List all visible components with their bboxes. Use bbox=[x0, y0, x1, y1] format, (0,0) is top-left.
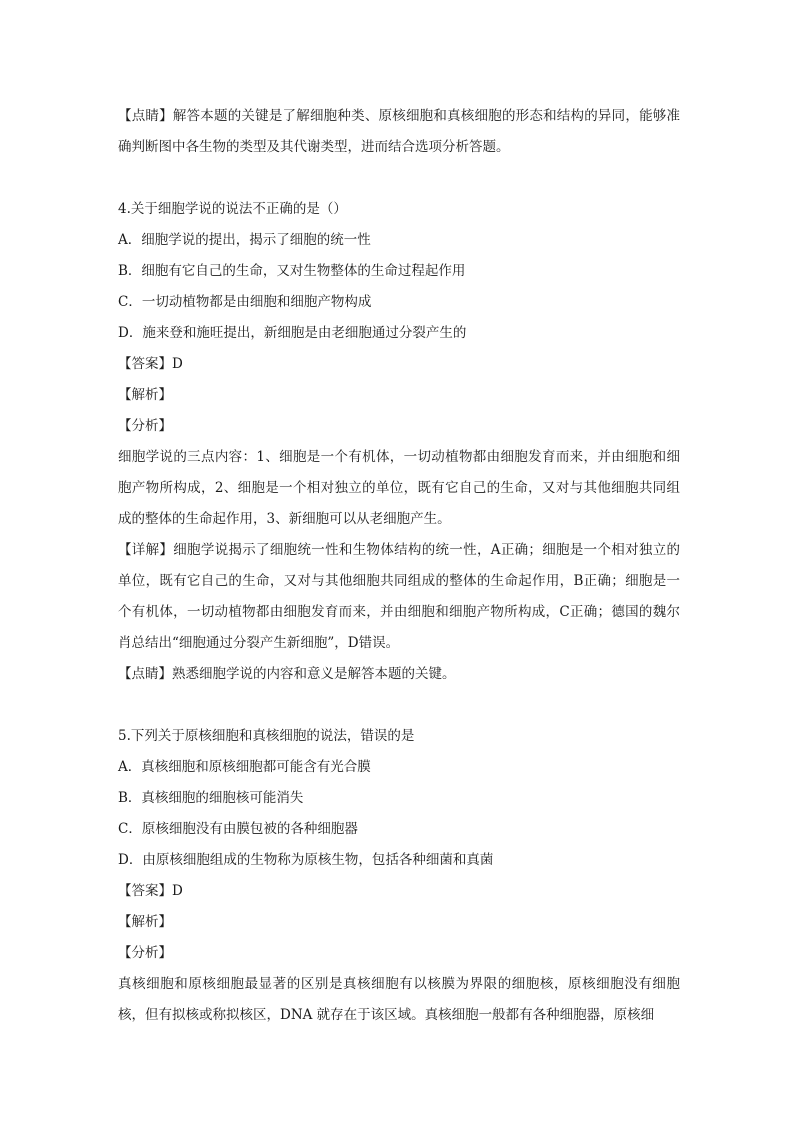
q5-analysis: 真核细胞和原核细胞最显著的区别是真核细胞有以核膜为界限的细胞核，原核细胞没有细胞核，但有拟核或称拟核区，DNA 就存在于该区域。真核细胞一般都有各种细胞器，原核细 bbox=[118, 976, 680, 1023]
dianjing-previous: 【点睛】解答本题的关键是了解细胞种类、原核细胞和真核细胞的形态和结构的异同，能够准确判断图中各生物的类型及其代谢类型，进而结合选项分析答题。 bbox=[118, 108, 680, 155]
q4-dianjing: 【点睛】熟悉细胞学说的内容和意义是解答本题的关键。 bbox=[118, 666, 456, 682]
q5-stem: 5.下列关于原核细胞和真核细胞的说法，错误的是 bbox=[118, 728, 415, 744]
document-content bbox=[118, 101, 680, 1031]
q4-fenxi: 【分析】 bbox=[118, 418, 172, 434]
q4-analysis: 细胞学说的三点内容：1、细胞是一个有机体，一切动植物都由细胞发育而来，并由细胞和细胞产物所构成，2、细胞是一个相对独立的单位，既有它自己的生命，又对与其他细胞共同组成的整体的生命起作用，3、新细胞可以从老细胞产生。 bbox=[118, 449, 680, 527]
q4-option-a: A．细胞学说的提出，揭示了细胞的统一性 bbox=[118, 232, 371, 248]
paragraph-gap bbox=[118, 163, 680, 194]
q5-answer: 【答案】D bbox=[118, 883, 183, 899]
q4-detail: 【详解】细胞学说揭示了细胞统一性和生物体结构的统一性，A正确；细胞是一个相对独立的单位，既有它自己的生命，又对与其他细胞共同组成的整体的生命起作用，B正确；细胞是一个有机体，一切动植物都由细胞发育而来，并由细胞和细胞产物所构成，C正确；德国的魏尔肖总结出“细胞通过分裂产生新细胞”，D错误。 bbox=[118, 542, 680, 651]
q5-option-a: A．真核细胞和原核细胞都可能含有光合膜 bbox=[118, 759, 371, 775]
q5-option-c: C．原核细胞没有由膜包被的各种细胞器 bbox=[118, 821, 358, 837]
q4-answer: 【答案】D bbox=[118, 356, 183, 372]
q4-option-c: C．一切动植物都是由细胞和细胞产物构成 bbox=[118, 294, 372, 310]
q5-jiexi: 【解析】 bbox=[118, 914, 172, 930]
q4-jiexi: 【解析】 bbox=[118, 387, 172, 403]
q4-option-d: D．施来登和施旺提出，新细胞是由老细胞通过分裂产生的 bbox=[118, 325, 467, 341]
q5-fenxi: 【分析】 bbox=[118, 945, 172, 961]
q4-stem: 4.关于细胞学说的说法不正确的是（） bbox=[118, 201, 347, 217]
q5-option-d: D．由原核细胞组成的生物称为原核生物，包括各种细菌和真菌 bbox=[118, 852, 494, 868]
q5-option-b: B．真核细胞的细胞核可能消失 bbox=[118, 790, 304, 806]
q4-option-b: B．细胞有它自己的生命，又对生物整体的生命过程起作用 bbox=[118, 263, 466, 279]
paragraph-gap bbox=[118, 690, 680, 721]
